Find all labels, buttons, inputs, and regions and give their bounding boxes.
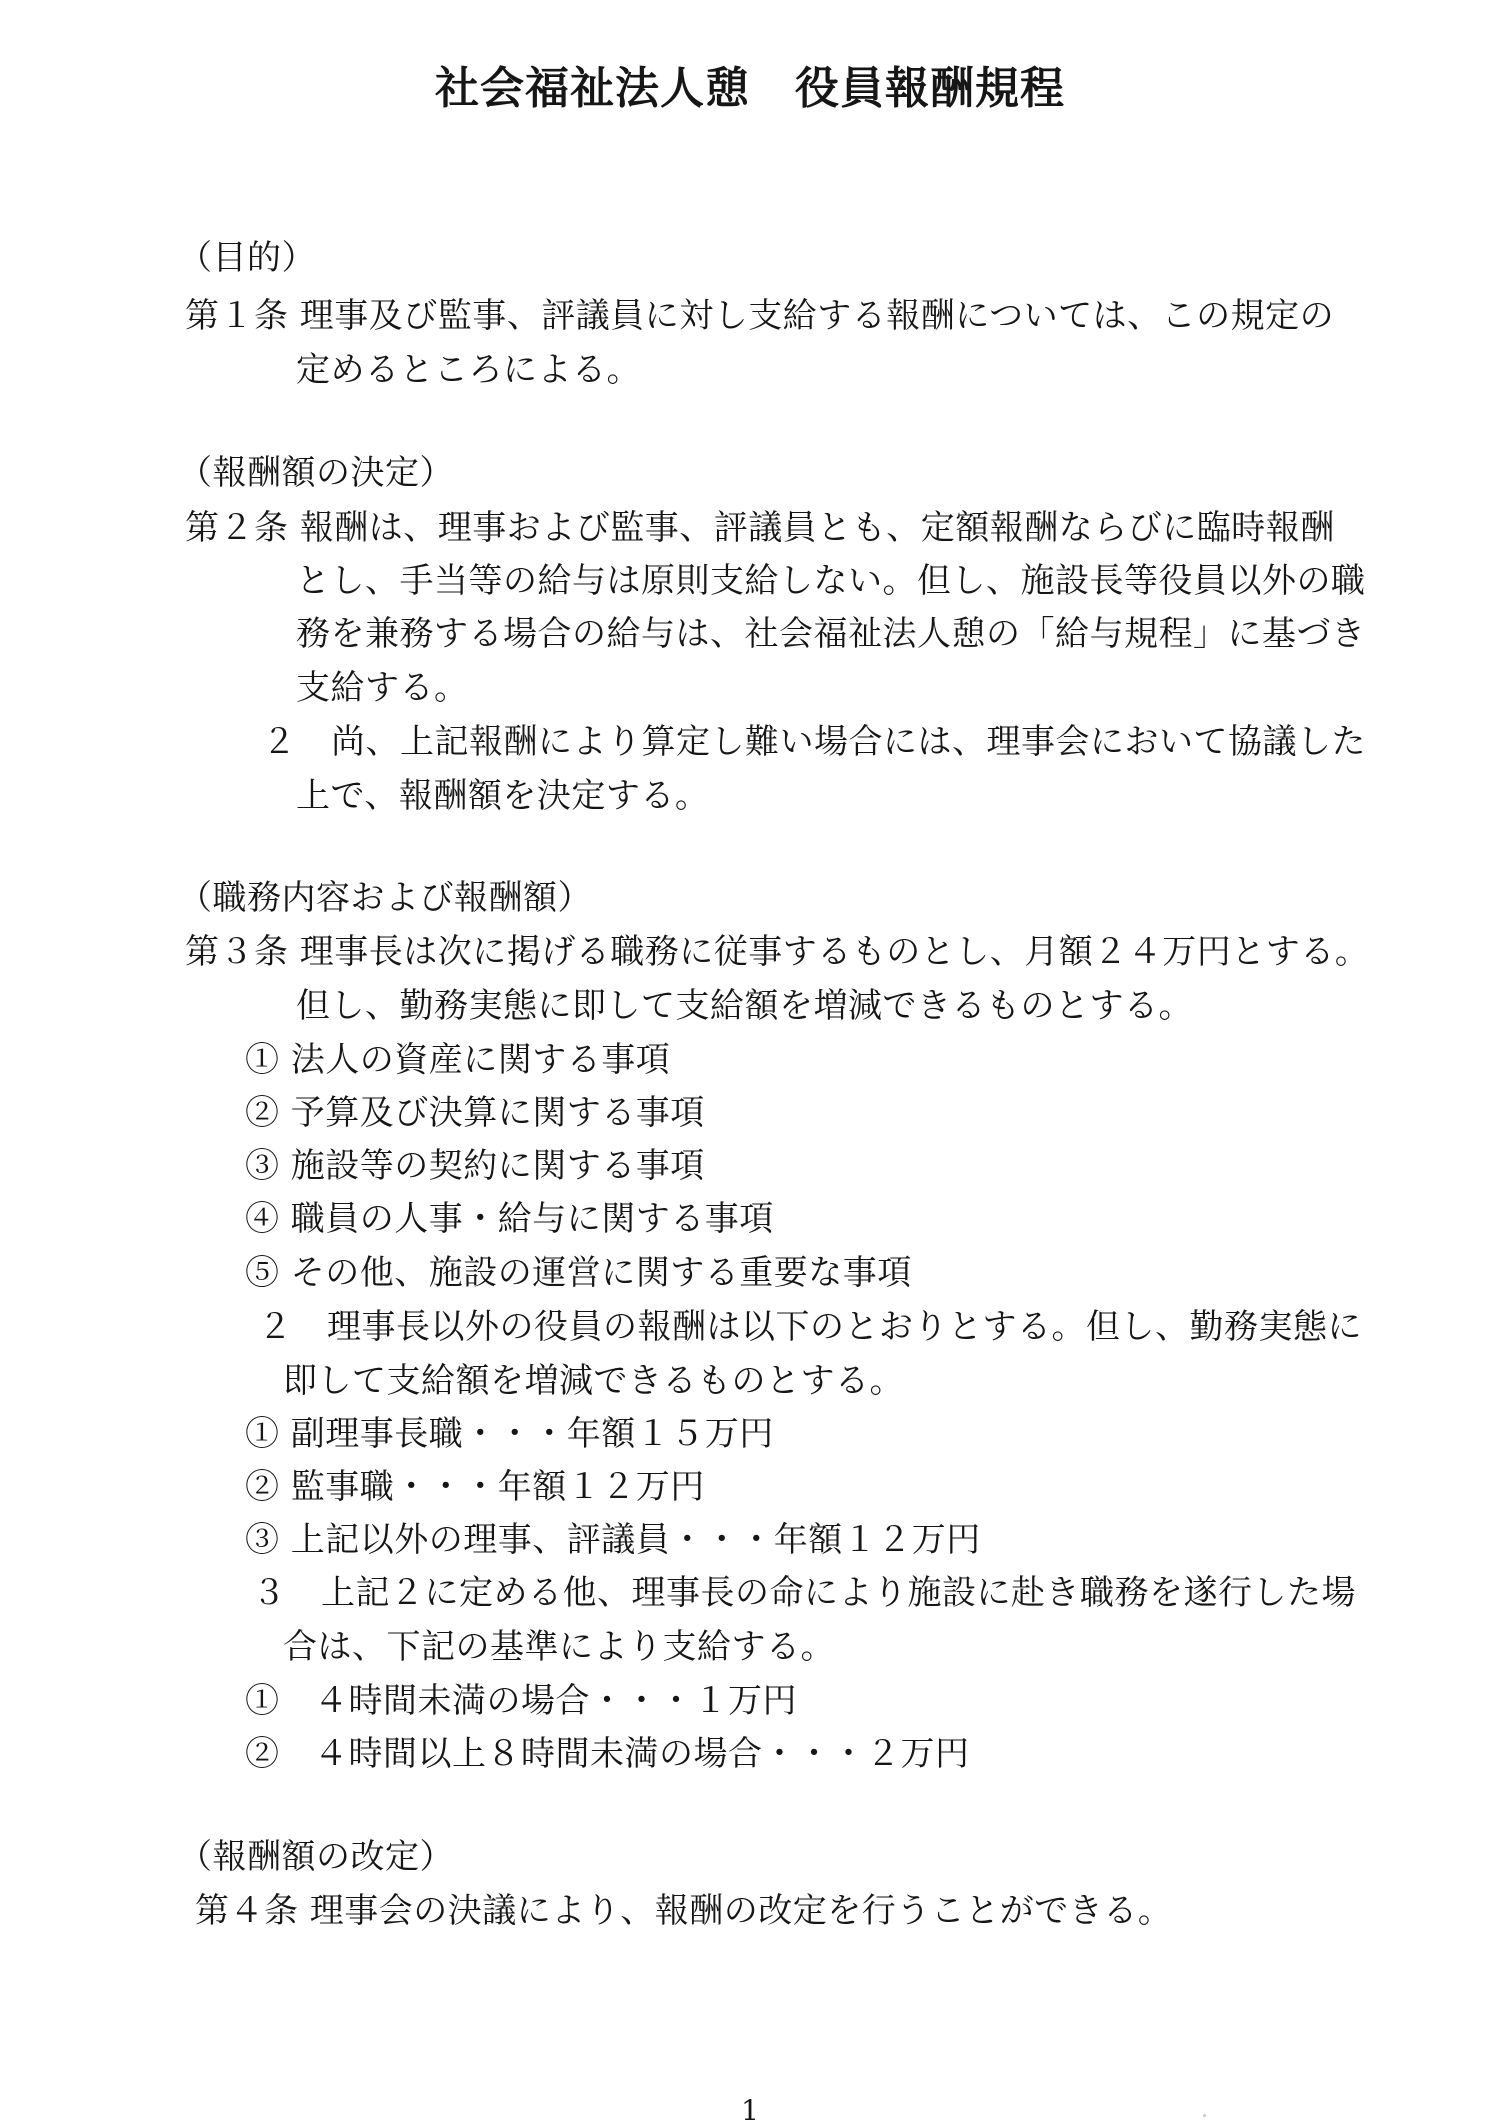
article-3-line-1: 第３条 理事長は次に掲げる職務に従事するものとし、月額２４万円とする。 [185,932,1370,972]
article-3-para-2-item-1: ① 副理事長職・・・年額１５万円 [245,1414,774,1454]
article-1-line-1: 第１条 理事及び監事、評議員に対し支給する報酬については、この規定の [185,296,1335,336]
article-3-para-3-item-2: ② ４時間以上８時間未満の場合・・・２万円 [245,1734,970,1774]
article-2-line-4: 支給する。 [296,668,469,708]
article-3-para-3-line-1: ３ 上記２に定める他、理事長の命により施設に赴き職務を遂行した場 [252,1573,1356,1613]
article-3-para-2-item-2: ② 監事職・・・年額１２万円 [245,1467,705,1507]
article-3-para-3-line-2: 合は、下記の基準により支給する。 [283,1627,835,1667]
page-number: 1 [741,2094,759,2127]
article-3-para-2-item-3: ③ 上記以外の理事、評議員・・・年額１２万円 [245,1520,981,1560]
article-4-heading: （報酬額の改定） [178,1837,454,1877]
article-3-item-1: ① 法人の資産に関する事項 [245,1040,671,1080]
article-2-line-3: 務を兼務する場合の給与は、社会福祉法人憩の「給与規程」に基づき [296,614,1366,654]
article-3-heading: （職務内容および報酬額） [178,878,592,918]
article-2-line-1: 第２条 報酬は、理事および監事、評議員とも、定額報酬ならびに臨時報酬 [185,508,1335,548]
article-1-line-2: 定めるところによる。 [296,350,641,390]
article-2-heading: （報酬額の決定） [178,453,454,493]
article-3-para-2-line-2: 即して支給額を増減できるものとする。 [283,1361,904,1401]
article-3-item-4: ④ 職員の人事・給与に関する事項 [245,1199,774,1239]
article-4-line-1: 第４条 理事会の決議により、報酬の改定を行うことができる。 [195,1891,1173,1931]
article-2-line-5: ２ 尚、上記報酬により算定し難い場合には、理事会において協議した [262,722,1366,762]
article-2-line-6: 上で、報酬額を決定する。 [296,776,710,816]
article-3-para-3-item-1: ① ４時間未満の場合・・・１万円 [245,1681,797,1721]
article-3-item-3: ③ 施設等の契約に関する事項 [245,1146,705,1186]
scan-speck [1203,2114,1206,2117]
article-3-item-2: ② 予算及び決算に関する事項 [245,1093,705,1133]
article-2-line-2: とし、手当等の給与は原則支給しない。但し、施設長等役員以外の職 [296,561,1366,601]
article-1-heading: （目的） [178,238,316,278]
document-title: 社会福祉法人憩 役員報酬規程 [435,63,1065,114]
article-3-item-5: ⑤ その他、施設の運営に関する重要な事項 [245,1253,912,1293]
article-3-line-2: 但し、勤務実態に即して支給額を増減できるものとする。 [296,986,1193,1026]
article-3-para-2-line-1: ２ 理事長以外の役員の報酬は以下のとおりとする。但し、勤務実態に [258,1307,1362,1347]
